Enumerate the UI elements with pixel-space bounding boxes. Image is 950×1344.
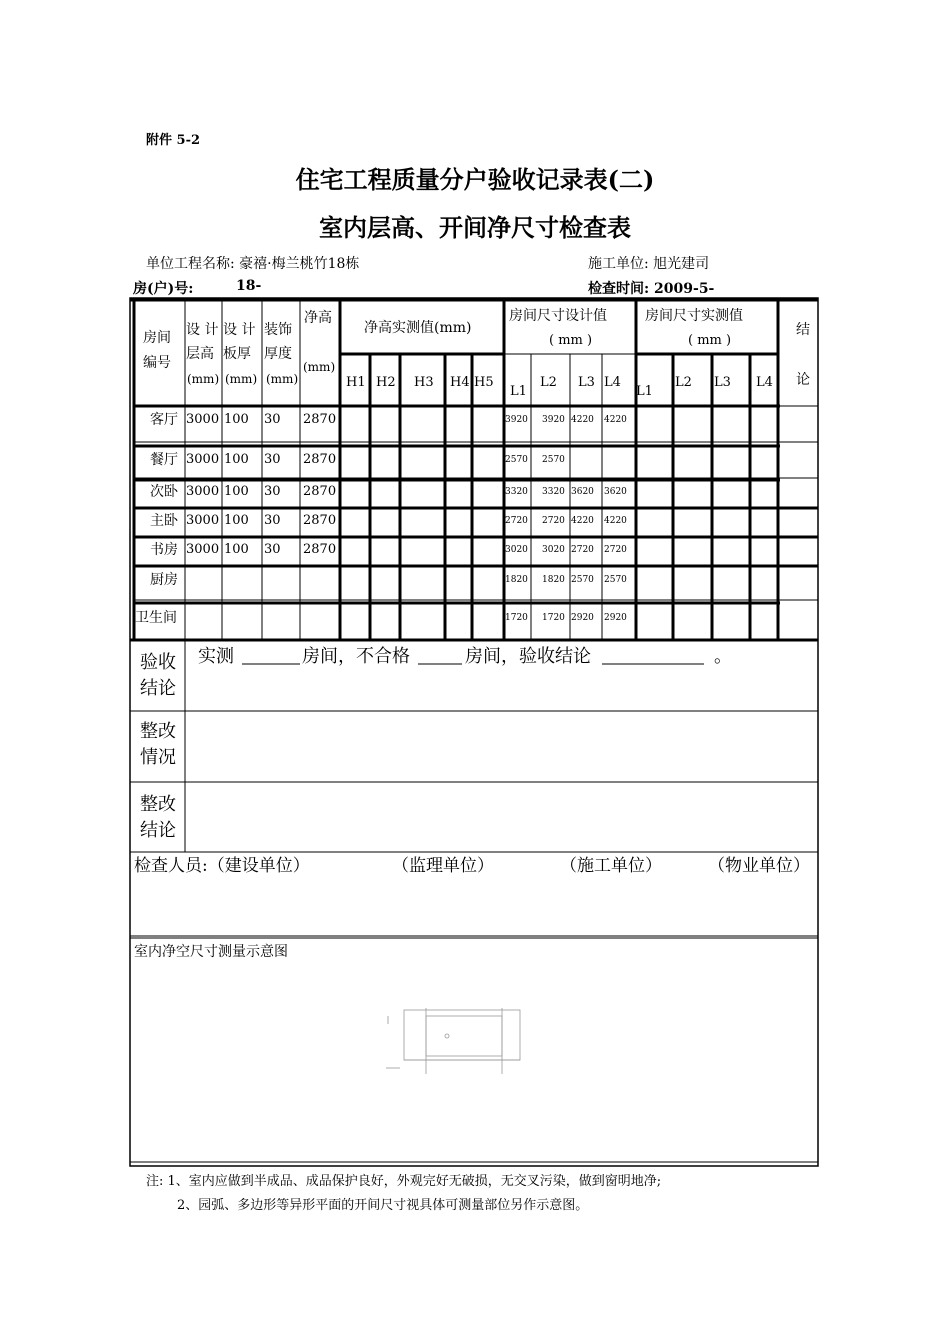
cell-l4: 3620	[604, 487, 627, 497]
cell-l2: 3920	[542, 415, 565, 425]
acceptance-text-a: 实测	[198, 646, 234, 667]
inspectors-label: 检查人员:（建设单位）	[134, 856, 310, 876]
room-name: 书房	[150, 542, 178, 558]
header-design-height-1: 设 计	[186, 322, 219, 338]
cell-l3: 2720	[571, 545, 594, 555]
cell-l3: 2920	[571, 613, 594, 623]
cell-net: 2870	[303, 452, 337, 467]
header-conclusion-1: 结	[796, 322, 810, 338]
header-h5: H5	[474, 375, 494, 390]
cell-slab: 100	[224, 513, 249, 528]
header-finish-2: 厚度	[264, 346, 292, 362]
note-2: 2、园弧、多边形等异形平面的开间尺寸视具体可测量部位另作示意图。	[177, 1198, 589, 1213]
header-net-height-1: 净高	[304, 310, 332, 326]
header-slab-1: 设 计	[223, 322, 256, 338]
cell-net: 2870	[303, 412, 337, 427]
cell-slab: 100	[224, 412, 249, 427]
header-l4-measured: L4	[756, 375, 773, 390]
header-l2-design: L2	[540, 375, 557, 390]
cell-slab: 100	[224, 542, 249, 557]
header-l3-measured: L3	[714, 375, 731, 390]
header-measured-height: 净高实测值(mm)	[364, 320, 472, 336]
header-finish-3: (mm)	[266, 372, 299, 386]
cell-finish: 30	[264, 513, 281, 528]
cell-l2: 2720	[542, 516, 565, 526]
header-net-height-2: (mm)	[303, 360, 336, 374]
diagram-label: 室内净空尺寸测量示意图	[134, 944, 288, 960]
acceptance-text-c: 房间，验收结论	[465, 646, 591, 667]
inspectors-property: （物业单位）	[708, 856, 810, 876]
header-measured-size-1: 房间尺寸实测值	[645, 308, 743, 324]
cell-h: 3000	[186, 513, 220, 528]
cell-finish: 30	[264, 412, 281, 427]
header-h4: H4	[450, 375, 470, 390]
rectify-status-label-2: 情况	[140, 747, 176, 768]
note-1: 注: 1、室内应做到半成品、成品保护良好，外观完好无破损，无交叉污染，做到窗明地净;	[146, 1174, 662, 1189]
cell-l1: 1820	[505, 575, 528, 585]
header-design-height-2: 层高	[186, 346, 214, 362]
inspectors-builder: （施工单位）	[560, 856, 662, 876]
room-no-value: 18-	[236, 278, 262, 294]
cell-l4: 2920	[604, 613, 627, 623]
room-name: 厨房	[150, 572, 178, 588]
cell-l1: 2720	[505, 516, 528, 526]
cell-l4: 4220	[604, 415, 627, 425]
rectify-conclusion-label-1: 整改	[140, 794, 176, 815]
cell-l3: 3620	[571, 487, 594, 497]
cell-net: 2870	[303, 542, 337, 557]
room-name: 次卧	[150, 484, 178, 500]
header-h1: H1	[346, 375, 366, 390]
header-l1-design: L1	[510, 384, 527, 399]
header-l4-design: L4	[604, 375, 621, 390]
header-room-id-2: 编号	[143, 355, 171, 371]
cell-l3: 4220	[571, 415, 594, 425]
header-design-size-2: ( mm )	[549, 333, 593, 348]
form-title: 住宅工程质量分户验收记录表(二)	[295, 165, 655, 194]
acceptance-text-d: 。	[714, 646, 732, 667]
form-subtitle: 室内层高、开间净尺寸检查表	[319, 213, 631, 242]
header-design-size-1: 房间尺寸设计值	[509, 308, 607, 324]
project-name: 单位工程名称: 豪禧·梅兰桃竹18栋	[146, 256, 360, 272]
room-name: 主卧	[150, 513, 178, 529]
header-conclusion-2: 论	[796, 372, 810, 388]
room-name: 餐厅	[150, 452, 178, 468]
inspectors-supervisor: （监理单位）	[392, 856, 494, 876]
header-h2: H2	[376, 375, 396, 390]
cell-finish: 30	[264, 542, 281, 557]
cell-h: 3000	[186, 542, 220, 557]
cell-l1: 2570	[505, 455, 528, 465]
cell-net: 2870	[303, 484, 337, 499]
room-name: 卫生间	[135, 610, 177, 626]
rectify-conclusion-label-2: 结论	[140, 820, 176, 841]
cell-h: 3000	[186, 452, 220, 467]
header-l1-measured: L1	[636, 384, 653, 399]
header-finish-1: 装饰	[264, 322, 292, 338]
cell-slab: 100	[224, 452, 249, 467]
cell-l4: 2570	[604, 575, 627, 585]
cell-l3: 4220	[571, 516, 594, 526]
cell-h: 3000	[186, 484, 220, 499]
cell-l3: 2570	[571, 575, 594, 585]
header-measured-size-2: ( mm )	[688, 333, 732, 348]
cell-l2: 1820	[542, 575, 565, 585]
rectify-status-label-1: 整改	[140, 721, 176, 742]
cell-net: 2870	[303, 513, 337, 528]
cell-l2: 3020	[542, 545, 565, 555]
acceptance-label-2: 结论	[140, 678, 176, 699]
attachment-label: 附件 5-2	[146, 133, 201, 148]
cell-h: 3000	[186, 412, 220, 427]
cell-finish: 30	[264, 484, 281, 499]
cell-l1: 3920	[505, 415, 528, 425]
contractor-name: 施工单位: 旭光建司	[588, 256, 710, 272]
header-h3: H3	[414, 375, 434, 390]
acceptance-text-b: 房间，不合格	[302, 646, 410, 667]
check-time: 检查时间: 2009-5-	[588, 281, 715, 297]
header-design-height-3: (mm)	[187, 372, 220, 386]
cell-slab: 100	[224, 484, 249, 499]
cell-l1: 3320	[505, 487, 528, 497]
header-l2-measured: L2	[675, 375, 692, 390]
cell-l2: 1720	[542, 613, 565, 623]
cell-l1: 1720	[505, 613, 528, 623]
cell-l4: 4220	[604, 516, 627, 526]
cell-l4: 2720	[604, 545, 627, 555]
header-room-id-1: 房间	[143, 330, 171, 346]
header-slab-2: 板厚	[223, 346, 251, 362]
header-l3-design: L3	[578, 375, 595, 390]
acceptance-label-1: 验收	[140, 652, 176, 673]
cell-l1: 3020	[505, 545, 528, 555]
cell-l2: 2570	[542, 455, 565, 465]
header-slab-3: (mm)	[225, 372, 258, 386]
cell-finish: 30	[264, 452, 281, 467]
room-no-label: 房(户)号:	[133, 281, 194, 297]
cell-l2: 3320	[542, 487, 565, 497]
room-name: 客厅	[150, 412, 178, 428]
